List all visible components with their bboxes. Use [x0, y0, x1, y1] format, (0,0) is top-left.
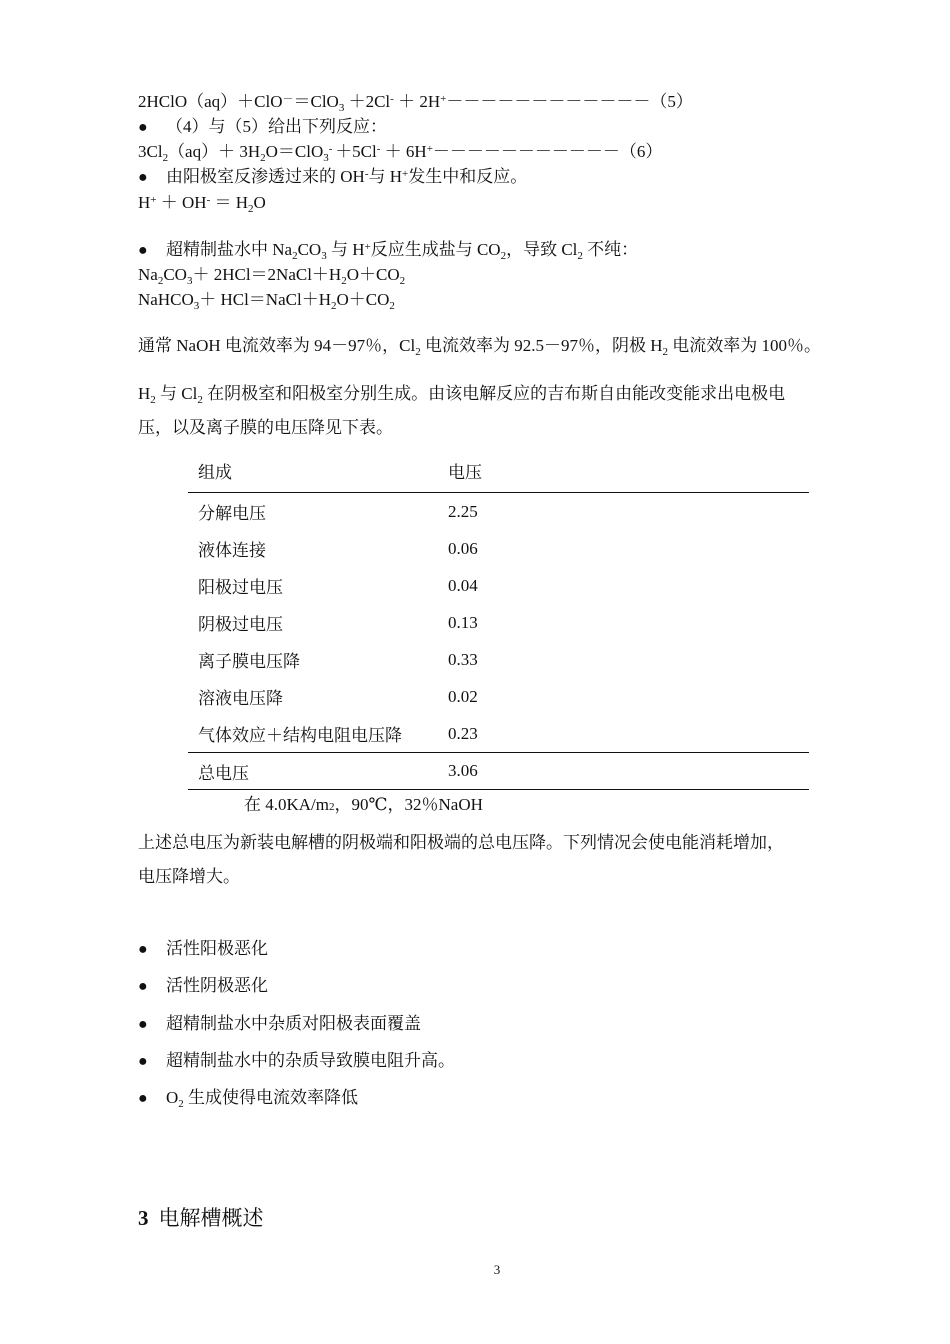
bullet-line-reaction-intro: ● （4）与（5）给出下列反应： — [138, 116, 387, 139]
page-number: 3 — [493, 1262, 501, 1277]
bullet-icon: ● — [138, 1016, 148, 1033]
section-number: 3 — [138, 1206, 149, 1230]
table-row: 离子膜电压降 0.33 — [198, 649, 478, 671]
table-row: 溶液电压降 0.02 — [198, 686, 478, 708]
header-voltage: 电压 — [438, 448, 809, 493]
bullet-icon: ● — [138, 242, 148, 259]
equation-sodium-bicarbonate: NaHCO$_3$＋ $HCl=NaCl+H_2O+CO_2$ — [138, 290, 395, 312]
paragraph-line: 压，以及离子膜的电压降见下表。 — [138, 418, 393, 437]
bullet-line-carbonate: ● 超精制盐水中 $Na_2CO_3$ 与 H+反应生成盐与 $CO_2$，导致 $Cl_2$ 不纯： — [138, 240, 639, 262]
list-item: ● 超精制盐水中杂质对阳极表面覆盖 — [138, 1013, 421, 1036]
paragraph-total-voltage — [138, 826, 868, 894]
paragraph-current-efficiency: 通常 NaOH 电流效率为 94－97％，$Cl_2$ 电流效率为 92.5－97％，阴极 $H_2$ 电流效率为 100％。 — [138, 336, 821, 358]
section-title: 电解槽概述 — [158, 1206, 264, 1230]
bullet-icon: ● — [138, 119, 148, 136]
table-note: 在 4.0KA/m2，90℃，32％NaOH — [244, 795, 483, 814]
equation-neutralization: $H^+ + OH^- = H_2O$ — [138, 193, 266, 215]
table-total-row: 总电压 3.06 — [188, 753, 809, 790]
list-item: ● 活性阳极恶化 — [138, 938, 268, 961]
header-component: 组成 — [188, 448, 438, 493]
section-heading — [138, 1202, 264, 1232]
table-header-row — [188, 448, 809, 493]
table-row: 气体效应＋结构电阻电压降 0.23 — [198, 723, 478, 745]
paragraph-line: 上述总电压为新装电解槽的阴极端和阳极端的总电压降。下列情况会使电能消耗增加， — [138, 833, 784, 852]
list-item: ● 活性阴极恶化 — [138, 975, 268, 998]
bullet-icon: ● — [138, 941, 148, 958]
bullet-icon: ● — [138, 978, 148, 995]
table-row: 阴极过电压 0.13 — [198, 612, 478, 634]
list-item: ● $O_2$ 生成使得电流效率降低 — [138, 1088, 359, 1110]
table-row: 分解电压 2.25 — [198, 501, 478, 523]
equation-sodium-carbonate: $Na_2CO_3+$ $2HCl=2NaCl+H_2O+CO_2$ — [138, 265, 406, 287]
bullet-icon: ● — [138, 1090, 148, 1107]
table-row: 液体连接 0.06 — [198, 538, 478, 560]
equation-6: $3Cl_2(aq)+ 3H_2O=ClO_3^- +5Cl^- + 6H^+-----------(6)$ — [138, 142, 663, 164]
paragraph-electrode-voltage — [138, 377, 868, 445]
paragraph-line: 电压降增大。 — [138, 867, 240, 886]
voltage-table — [188, 448, 809, 790]
paragraph-line: $H_2$ 与 $Cl_2$ 在阴极室和阳极室分别生成。由该电解反应的吉布斯自由能改变能求出电极电 — [138, 384, 786, 406]
list-item: ● 超精制盐水中的杂质导致膜电阻升高。 — [138, 1050, 455, 1073]
equation-5: 2HClO（aq）＋ClO－＝ClO$_3$ ＋2Cl- ＋ 2H+－－－－－－－－－－－－（5） — [138, 92, 693, 114]
bullet-icon: ● — [138, 169, 148, 186]
table-row: 阳极过电压 0.04 — [198, 575, 478, 597]
bullet-line-neutralization: ● 由阳极室反渗透过来的 OH-与 H+发生中和反应。 — [138, 166, 527, 189]
bullet-icon: ● — [138, 1053, 148, 1070]
